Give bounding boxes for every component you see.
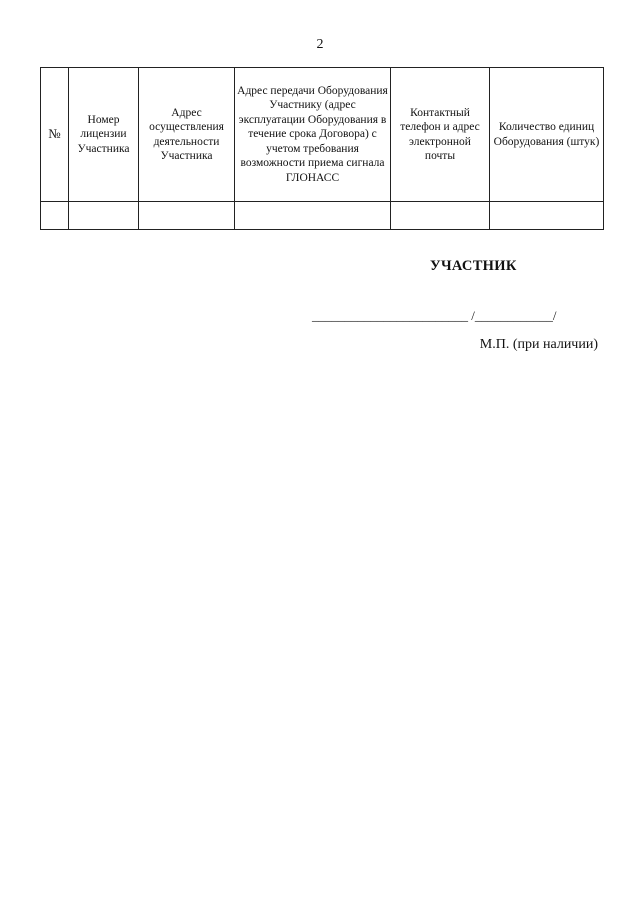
stamp-note: М.П. (при наличии): [479, 337, 598, 352]
header-equipment-delivery-address: Адрес передачи Оборудования Участнику (адрес эксплуатации Оборудования в течение срока Договора) с учетом требования возможности приема сигнала ГЛОНАСС: [235, 68, 391, 202]
page-number: 2: [316, 37, 324, 52]
signature-lines: ________________________ /____________/: [312, 308, 557, 323]
table-cell: [490, 202, 604, 230]
table-cell: [41, 202, 69, 230]
header-number: №: [41, 68, 69, 202]
table-row: [41, 202, 604, 230]
participant-table: [40, 67, 604, 230]
table-header-row: [41, 68, 604, 202]
table-cell: [391, 202, 490, 230]
header-activity-address: Адрес осуществления деятельности Участника: [139, 68, 235, 202]
header-contact-info: Контактный телефон и адрес электронной почты: [391, 68, 490, 202]
header-license-number: Номер лицензии Участника: [69, 68, 139, 202]
header-equipment-quantity: Количество единиц Оборудования (штук): [490, 68, 604, 202]
table-cell: [139, 202, 235, 230]
table-cell: [235, 202, 391, 230]
participant-signature-title: УЧАСТНИК: [430, 258, 517, 274]
table-cell: [69, 202, 139, 230]
